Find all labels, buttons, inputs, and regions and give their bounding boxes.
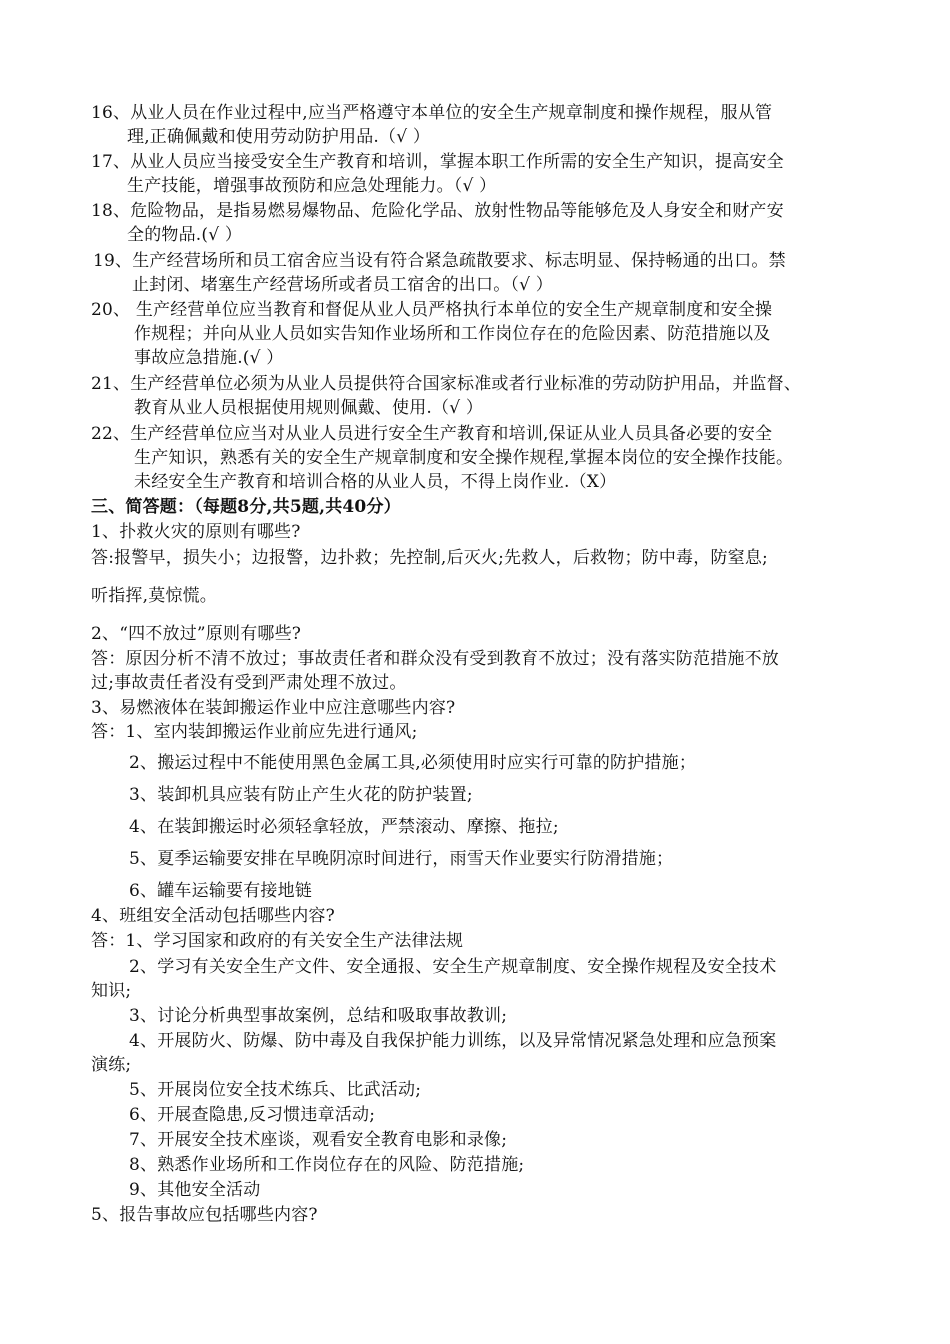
q20-line-2: 作规程；并向从业人员如实告知作业场所和工作岗位存在的危险因素、防范措施以及 bbox=[134, 324, 771, 344]
answer-4-item-4-line-2: 演练; bbox=[91, 1055, 132, 1075]
q18-line-1: 18、危险物品，是指易燃易爆物品、危险化学品、放射性物品等能够危及人身安全和财产安 bbox=[91, 201, 784, 221]
answer-4-item-6: 6、开展查隐患,反习惯违章活动; bbox=[129, 1105, 376, 1125]
question-2: 2、“四不放过”原则有哪些? bbox=[91, 624, 302, 644]
question-4: 4、班组安全活动包括哪些内容? bbox=[91, 906, 335, 926]
q17-line-2: 生产技能，增强事故预防和应急处理能力。（√ ） bbox=[127, 176, 497, 196]
answer-3-item-3: 3、装卸机具应装有防止产生火花的防护装置; bbox=[129, 785, 473, 805]
answer-1-line-2: 听指挥,莫惊慌。 bbox=[91, 586, 218, 606]
answer-3-item-5: 5、夏季运输要安排在早晚阴凉时间进行，雨雪天作业要实行防滑措施； bbox=[129, 849, 674, 869]
answer-1-line-1: 答:报警早，损失小；边报警，边扑救；先控制,后灭火;先救人，后救物；防中毒，防窒息; bbox=[91, 548, 768, 568]
section-heading: 三、简答题：（每题8分,共5题,共40分） bbox=[91, 497, 401, 517]
answer-3-item-2: 2、搬运过程中不能使用黑色金属工具,必须使用时应实行可靠的防护措施； bbox=[129, 753, 697, 773]
q22-line-1: 22、生产经营单位应当对从业人员进行安全生产教育和培训,保证从业人员具备必要的安全 bbox=[91, 424, 773, 444]
q16-line-1: 16、从业人员在作业过程中,应当严格遵守本单位的安全生产规章制度和操作规程，服从管 bbox=[91, 103, 773, 123]
answer-4-item-8: 8、熟悉作业场所和工作岗位存在的风险、防范措施; bbox=[129, 1155, 525, 1175]
answer-3-item-1: 答：1、室内装卸搬运作业前应先进行通风; bbox=[91, 722, 418, 742]
answer-3-item-6: 6、罐车运输要有接地链 bbox=[129, 881, 313, 901]
q21-line-1: 21、生产经营单位必须为从业人员提供符合国家标准或者行业标准的劳动防护用品，并监督、 bbox=[91, 374, 802, 394]
question-1: 1、扑救火灾的原则有哪些? bbox=[91, 522, 301, 542]
question-3: 3、易燃液体在装卸搬运作业中应注意哪些内容? bbox=[91, 698, 456, 718]
answer-4-item-1: 答：1、学习国家和政府的有关安全生产法律法规 bbox=[91, 931, 464, 951]
q22-line-3: 未经安全生产教育和培训合格的从业人员，不得上岗作业.（X） bbox=[134, 472, 617, 492]
answer-4-item-7: 7、开展安全技术座谈，观看安全教育电影和录像; bbox=[129, 1130, 508, 1150]
q21-line-2: 教育从业人员根据使用规则佩戴、使用.（√ ） bbox=[134, 398, 484, 418]
question-5: 5、报告事故应包括哪些内容? bbox=[91, 1205, 318, 1225]
q16-line-2: 理,正确佩戴和使用劳动防护用品.（√ ） bbox=[127, 127, 431, 147]
q20-line-3: 事故应急措施.(√ ） bbox=[134, 348, 284, 368]
answer-4-item-4-line-1: 4、开展防火、防爆、防中毒及自我保护能力训练，以及异常情况紧急处理和应急预案 bbox=[129, 1031, 777, 1051]
q19-line-2: 止封闭、堵塞生产经营场所或者员工宿舍的出口。（√ ） bbox=[132, 275, 553, 295]
answer-2-line-2: 过;事故责任者没有受到严肃处理不放过。 bbox=[91, 673, 407, 693]
answer-4-item-2-line-2: 知识; bbox=[91, 981, 132, 1001]
answer-4-item-3: 3、讨论分析典型事故案例，总结和吸取事故教训; bbox=[129, 1006, 508, 1026]
q19-line-1: 19、生产经营场所和员工宿舍应当设有符合紧急疏散要求、标志明显、保持畅通的出口。禁 bbox=[93, 251, 786, 271]
answer-2-line-1: 答：原因分析不清不放过；事故责任者和群众没有受到教育不放过；没有落实防范措施不放 bbox=[91, 649, 779, 669]
answer-4-item-2-line-1: 2、学习有关安全生产文件、安全通报、安全生产规章制度、安全操作规程及安全技术 bbox=[129, 957, 777, 977]
answer-4-item-5: 5、开展岗位安全技术练兵、比武活动; bbox=[129, 1080, 422, 1100]
q18-line-2: 全的物品.(√ ） bbox=[127, 225, 243, 245]
q17-line-1: 17、从业人员应当接受安全生产教育和培训，掌握本职工作所需的安全生产知识，提高安全 bbox=[91, 152, 784, 172]
q22-line-2: 生产知识，熟悉有关的安全生产规章制度和安全操作规程,掌握本岗位的安全操作技能。 bbox=[134, 448, 794, 468]
answer-4-item-9: 9、其他安全活动 bbox=[129, 1180, 261, 1200]
q20-line-1: 20、 生产经营单位应当教育和督促从业人员严格执行本单位的安全生产规章制度和安全操 bbox=[91, 300, 773, 320]
answer-3-item-4: 4、在装卸搬运时必须轻拿轻放，严禁滚动、摩擦、拖拉; bbox=[129, 817, 559, 837]
